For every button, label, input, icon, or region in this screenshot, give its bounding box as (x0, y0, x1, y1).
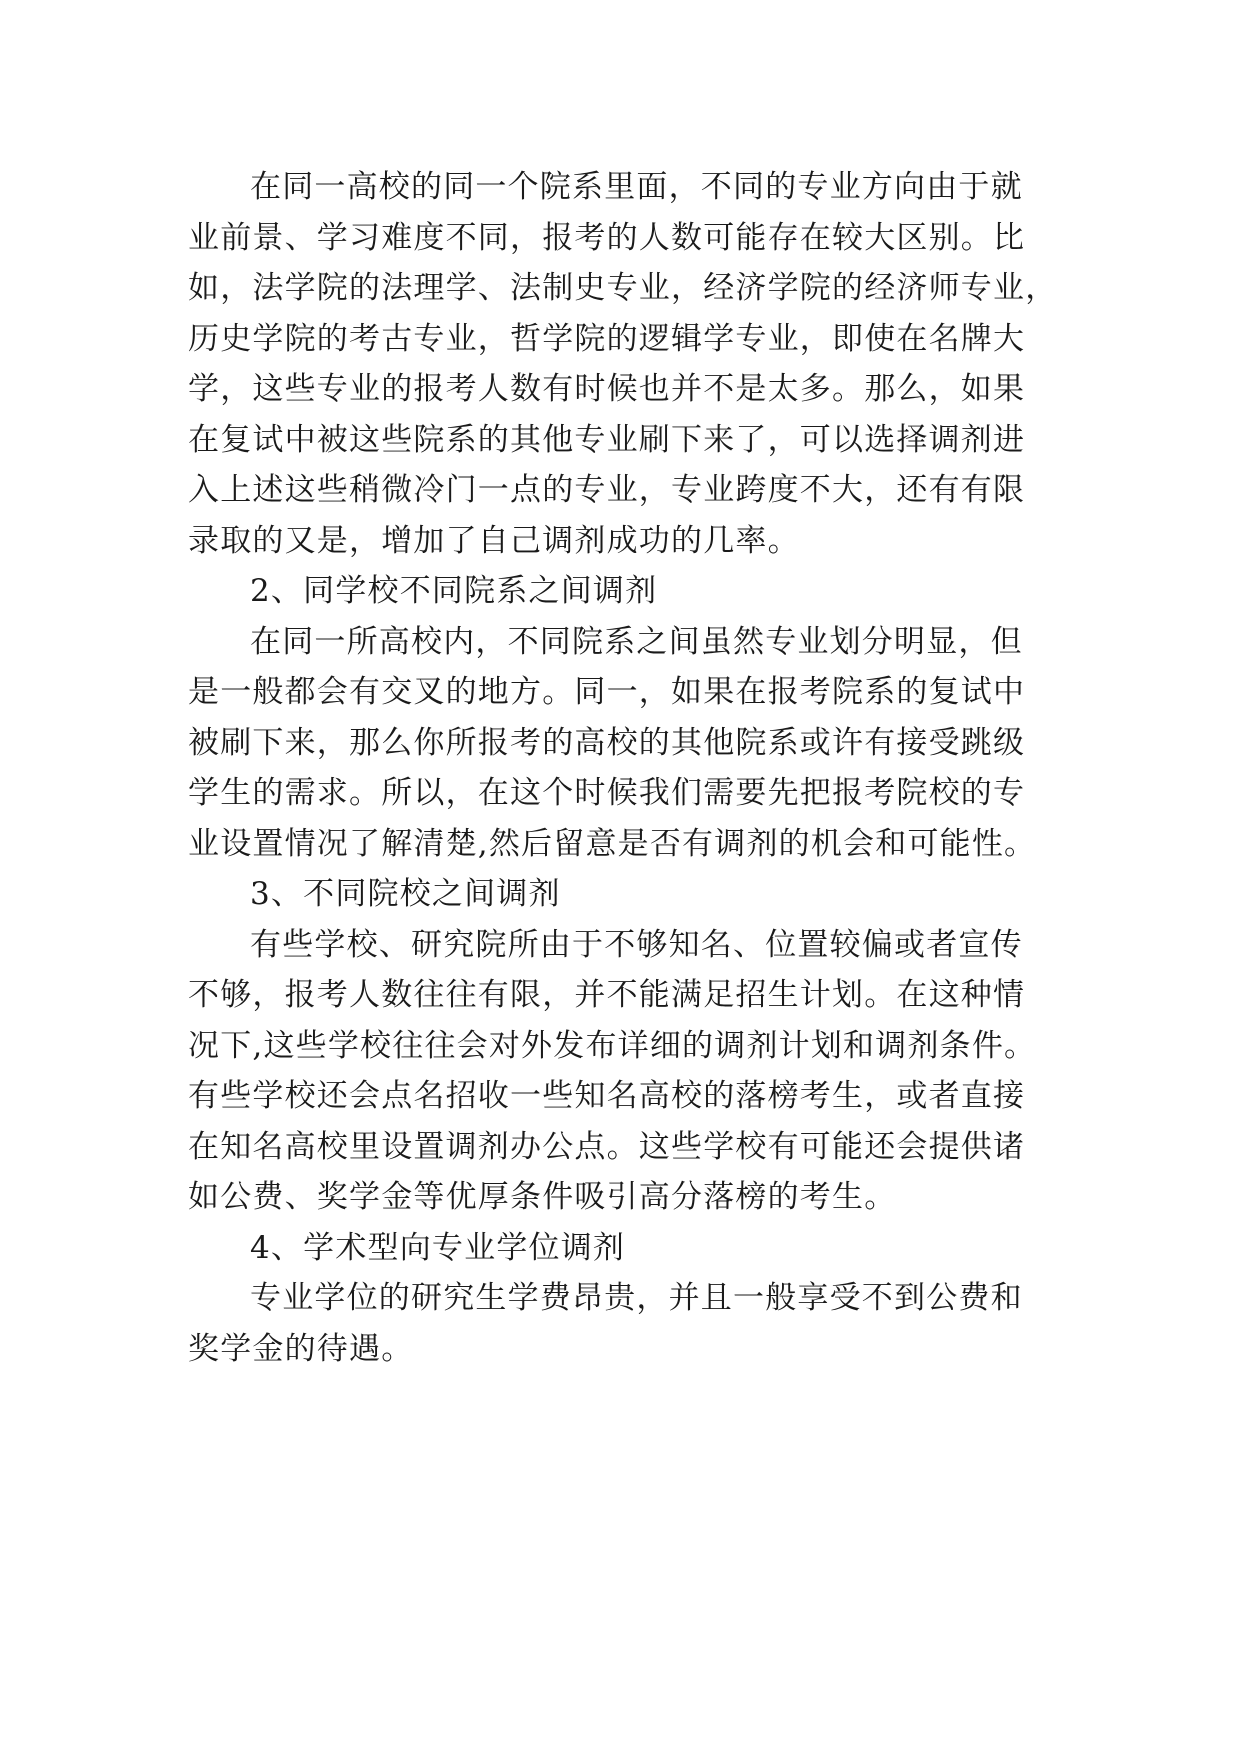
heading-different-schools (188, 869, 1055, 920)
text-line: 被刷下来，那么你所报考的高校的其他院系或许有接受跳级 (188, 724, 1026, 761)
text-line: 4、学术型向专业学位调剂 (250, 1229, 626, 1266)
text-line: 专业学位的研究生学费昂贵，并且一般享受不到公费和 (250, 1280, 1023, 1316)
text-line: 3、不同院校之间调剂 (250, 876, 561, 912)
heading-academic-to-professional (188, 1223, 1055, 1274)
text-line: 业前景、学习难度不同，报考的人数可能存在较大区别。比 (188, 219, 1026, 256)
text-line: 学，这些专业的报考人数有时候也并不是太多。那么，如果 (188, 371, 1026, 407)
text-line: 如公费、奖学金等优厚条件吸引高分落榜的考生。 (188, 1179, 897, 1215)
document-body (188, 162, 1058, 1374)
text-line: 有些学校、研究院所由于不够知名、位置较偏或者宣传 (250, 926, 1023, 963)
text-line: 在同一所高校内，不同院系之间虽然专业划分明显，但 (250, 623, 1023, 660)
text-line: 是一般都会有交叉的地方。同一，如果在报考院系的复试中 (188, 674, 1026, 710)
text-line: 2、同学校不同院系之间调剂 (250, 573, 658, 609)
paragraph-different-schools (188, 920, 1055, 1223)
text-line: 况下,这些学校往往会对外发布详细的调剂计划和调剂条件。 (188, 1027, 1037, 1064)
text-line: 奖学金的待遇。 (188, 1330, 414, 1367)
text-line: 不够，报考人数往往有限，并不能满足招生计划。在这种情 (188, 977, 1026, 1013)
paragraph-same-department (188, 162, 1058, 566)
paragraph-academic-to-professional (188, 1273, 1055, 1374)
text-line: 学生的需求。所以，在这个时候我们需要先把报考院校的专 (188, 775, 1026, 811)
heading-same-school-different-department (188, 566, 1055, 617)
text-line: 有些学校还会点名招收一些知名高校的落榜考生，或者直接 (188, 1078, 1026, 1114)
paragraph-same-school-different-department (188, 617, 1055, 870)
text-line: 业设置情况了解清楚,然后留意是否有调剂的机会和可能性。 (188, 825, 1037, 862)
text-line: 如，法学院的法理学、法制史专业，经济学院的经济师专业， (188, 270, 1058, 306)
text-line: 在知名高校里设置调剂办公点。这些学校有可能还会提供诸 (188, 1128, 1026, 1165)
text-line: 历史学院的考古专业，哲学院的逻辑学专业，即使在名牌大 (188, 320, 1026, 357)
text-line: 录取的又是，增加了自己调剂成功的几率。 (188, 522, 800, 559)
text-line: 在复试中被这些院系的其他专业刷下来了，可以选择调剂进 (188, 421, 1026, 458)
text-line: 入上述这些稍微冷门一点的专业，专业跨度不大，还有有限 (188, 472, 1026, 508)
text-line: 在同一高校的同一个院系里面，不同的专业方向由于就 (250, 169, 1023, 205)
